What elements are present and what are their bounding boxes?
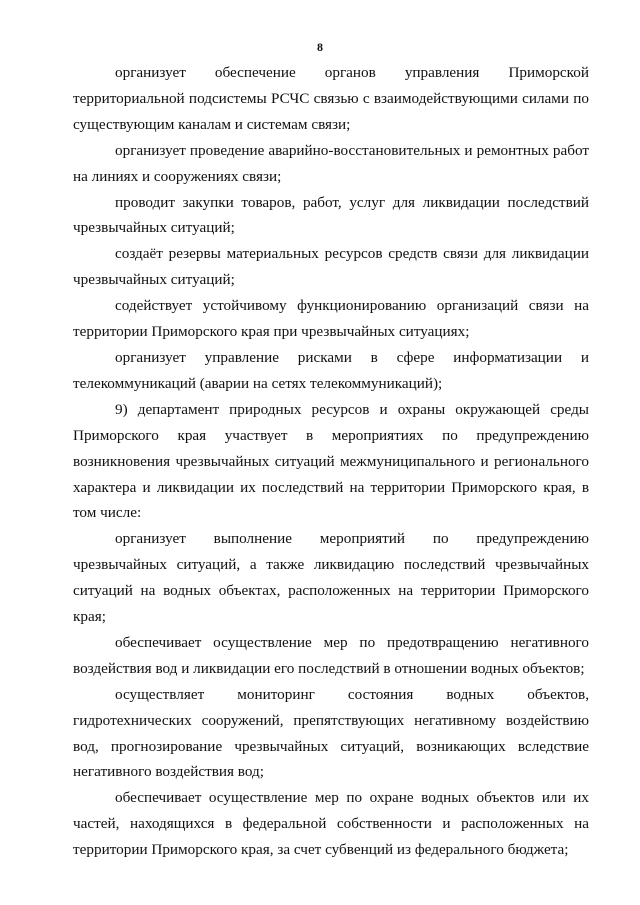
page-number: 8 bbox=[317, 40, 323, 54]
paragraph: содействует устойчивому функционированию организаций связи на территории Приморского края при чрезвычайных ситуациях; bbox=[73, 297, 589, 341]
paragraph: организует обеспечение органов управления Приморской территориальной подсистемы РСЧС связью с взаимодействующими силами по существующим каналам и системам связи; bbox=[73, 64, 589, 133]
paragraph: организует управление рисками в сфере информатизации и телекоммуникаций (аварии на сетях телекоммуникаций); bbox=[73, 348, 589, 392]
paragraph: создаёт резервы материальных ресурсов средств связи для ликвидации чрезвычайных ситуаций; bbox=[73, 245, 589, 289]
paragraph: 9) департамент природных ресурсов и охраны окружающей среды Приморского края участвует в мероприятиях по предупреждению возникновения чрезвычайных ситуаций межмуниципального и регионального характера и ликвидации их последствий на территории Приморского края, в том числе: bbox=[73, 400, 589, 522]
paragraph: организует проведение аварийно-восстановительных и ремонтных работ на линиях и сооружениях связи; bbox=[73, 141, 589, 185]
paragraph: обеспечивает осуществление мер по предотвращению негативного воздействия вод и ликвидации его последствий в отношении водных объектов; bbox=[73, 633, 589, 677]
paragraph: организует выполнение мероприятий по предупреждению чрезвычайных ситуаций, а также ликвидацию последствий чрезвычайных ситуаций на водных объектах, расположенных на территории Приморского края; bbox=[73, 530, 589, 626]
paragraph: обеспечивает осуществление мер по охране водных объектов или их частей, находящихся в федеральной собственности и расположенных на территории Приморского края, за счет субвенций из федерального бюджета; bbox=[73, 789, 589, 859]
paragraph: осуществляет мониторинг состояния водных объектов, гидротехнических сооружений, препятствующих негативному воздействию вод, прогнозирование чрезвычайных ситуаций, возникающих вследствие негативного воздействия вод; bbox=[73, 685, 589, 781]
paragraph: проводит закупки товаров, работ, услуг для ликвидации последствий чрезвычайных ситуаций; bbox=[73, 193, 589, 237]
document-body bbox=[73, 60, 589, 863]
